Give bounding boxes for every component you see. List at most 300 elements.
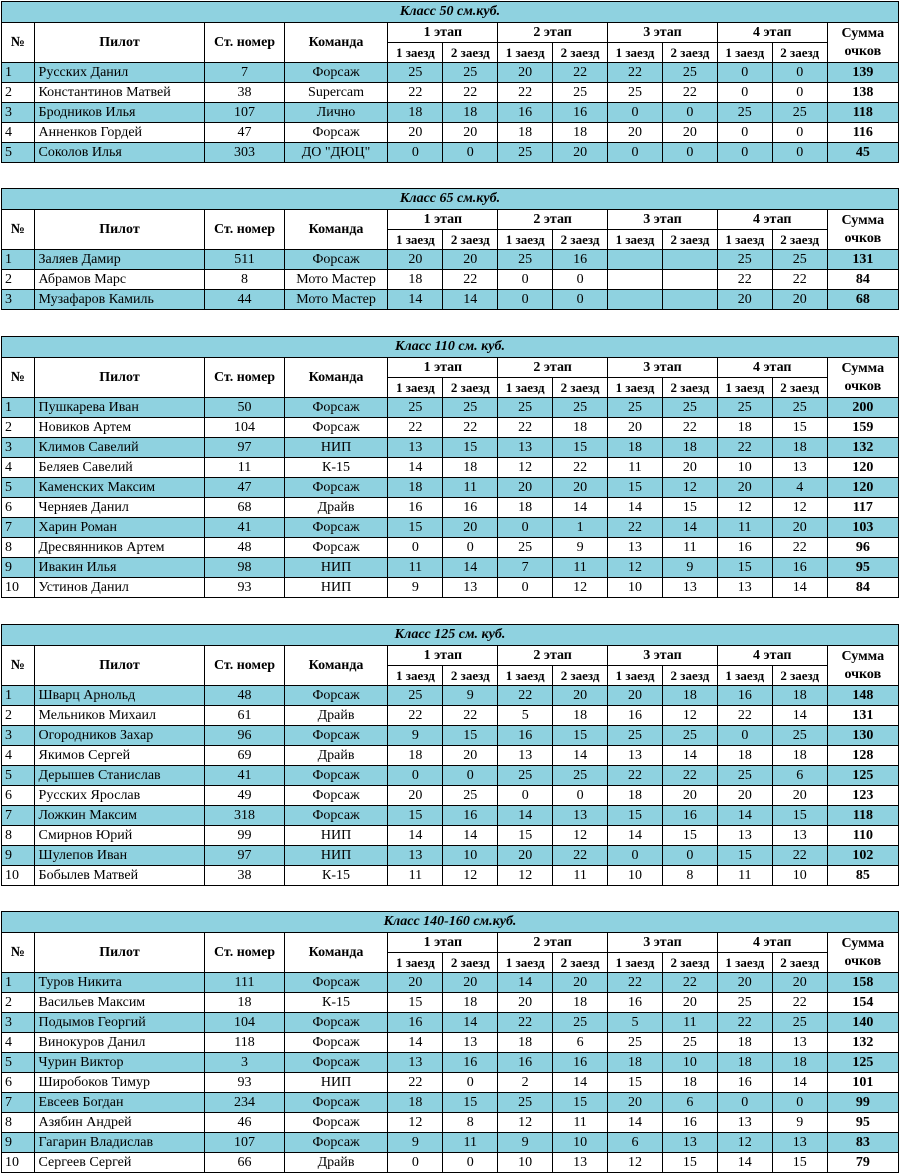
score-cell: 18 — [388, 103, 443, 123]
team-cell: Форсаж — [284, 398, 388, 418]
score-cell: 16 — [388, 498, 443, 518]
score-cell: 11 — [388, 558, 443, 578]
class-title-row — [2, 625, 899, 646]
score-cell: 22 — [608, 518, 663, 538]
score-cell: 13 — [608, 746, 663, 766]
results-table — [1, 624, 899, 886]
score-cell: 0 — [498, 270, 553, 290]
start-number-cell: 48 — [205, 686, 284, 706]
score-cell: 14 — [388, 1033, 443, 1053]
place-cell: 6 — [2, 786, 35, 806]
score-cell: 14 — [498, 806, 553, 826]
pilot-cell: Чурин Виктор — [34, 1053, 205, 1073]
score-cell: 6 — [662, 1093, 717, 1113]
header-stage: 4 этап — [717, 933, 827, 953]
score-cell: 9 — [388, 726, 443, 746]
score-cell: 18 — [498, 1033, 553, 1053]
pilot-cell: Огородников Захар — [34, 726, 205, 746]
place-cell: 8 — [2, 538, 35, 558]
class-title: Класс 110 см. куб. — [2, 337, 899, 358]
score-cell: 20 — [608, 1093, 663, 1113]
header-stage: 2 этап — [498, 210, 608, 230]
score-cell: 22 — [608, 766, 663, 786]
score-cell: 0 — [498, 578, 553, 598]
pilot-cell: Шулепов Иван — [34, 846, 205, 866]
start-number-cell: 46 — [205, 1113, 284, 1133]
header-heat: 2 заезд — [772, 378, 827, 398]
place-cell: 5 — [2, 478, 35, 498]
score-cell: 14 — [608, 826, 663, 846]
score-cell — [608, 270, 663, 290]
header-stage: 2 этап — [498, 23, 608, 43]
pilot-cell: Беляев Савелий — [34, 458, 205, 478]
score-cell: 0 — [553, 786, 608, 806]
start-number-cell: 7 — [205, 63, 284, 83]
score-cell: 20 — [443, 518, 498, 538]
place-cell: 7 — [2, 518, 35, 538]
score-cell: 12 — [608, 1153, 663, 1173]
results-table — [1, 1, 899, 163]
table-row — [2, 766, 899, 786]
table-row — [2, 686, 899, 706]
team-cell: ДО "ДЮЦ" — [284, 143, 388, 163]
score-cell: 20 — [717, 478, 772, 498]
header-heat: 2 заезд — [443, 953, 498, 973]
team-cell: Мото Мастер — [284, 270, 388, 290]
score-cell: 15 — [772, 1153, 827, 1173]
score-cell: 16 — [498, 103, 553, 123]
score-cell: 12 — [717, 498, 772, 518]
total-cell: 110 — [827, 826, 898, 846]
start-number-cell: 3 — [205, 1053, 284, 1073]
total-cell: 140 — [827, 1013, 898, 1033]
start-number-cell: 11 — [205, 458, 284, 478]
header-sum-line1: Сумма — [841, 360, 885, 376]
header-heat: 1 заезд — [717, 378, 772, 398]
score-cell: 0 — [717, 1093, 772, 1113]
start-number-cell: 48 — [205, 538, 284, 558]
header-heat: 1 заезд — [717, 43, 772, 63]
header-heat: 2 заезд — [772, 666, 827, 686]
score-cell: 13 — [717, 1113, 772, 1133]
score-cell: 20 — [608, 686, 663, 706]
place-cell: 3 — [2, 1013, 35, 1033]
total-cell: 128 — [827, 746, 898, 766]
header-heat: 1 заезд — [498, 378, 553, 398]
pilot-cell: Русских Данил — [34, 63, 205, 83]
header-pilot: Пилот — [34, 646, 205, 686]
score-cell: 15 — [553, 726, 608, 746]
score-cell: 11 — [443, 478, 498, 498]
score-cell: 7 — [498, 558, 553, 578]
team-cell: НИП — [284, 558, 388, 578]
start-number-cell: 66 — [205, 1153, 284, 1173]
pilot-cell: Смирнов Юрий — [34, 826, 205, 846]
team-cell: Форсаж — [284, 478, 388, 498]
header-heat: 2 заезд — [662, 43, 717, 63]
table-row — [2, 866, 899, 886]
table-row — [2, 398, 899, 418]
score-cell: 15 — [388, 518, 443, 538]
score-cell: 12 — [388, 1113, 443, 1133]
score-cell: 0 — [388, 143, 443, 163]
header-heat: 1 заезд — [498, 43, 553, 63]
score-cell: 18 — [772, 438, 827, 458]
class-table-block — [1, 336, 899, 598]
score-cell: 1 — [553, 518, 608, 538]
pilot-cell: Соколов Илья — [34, 143, 205, 163]
score-cell: 18 — [772, 686, 827, 706]
score-cell: 14 — [443, 1013, 498, 1033]
place-cell: 9 — [2, 558, 35, 578]
header-start-number: Ст. номер — [205, 210, 284, 250]
team-cell: К-15 — [284, 866, 388, 886]
score-cell: 20 — [553, 973, 608, 993]
score-cell: 11 — [443, 1133, 498, 1153]
score-cell: 22 — [662, 973, 717, 993]
score-cell: 9 — [443, 686, 498, 706]
score-cell: 11 — [662, 1013, 717, 1033]
score-cell: 22 — [388, 1073, 443, 1093]
score-cell: 13 — [498, 746, 553, 766]
table-row — [2, 250, 899, 270]
team-cell: Форсаж — [284, 518, 388, 538]
place-cell: 3 — [2, 438, 35, 458]
start-number-cell: 38 — [205, 83, 284, 103]
score-cell: 6 — [553, 1033, 608, 1053]
score-cell: 13 — [772, 1133, 827, 1153]
table-row — [2, 746, 899, 766]
score-cell — [662, 270, 717, 290]
header-heat: 2 заезд — [553, 230, 608, 250]
score-cell: 22 — [443, 418, 498, 438]
pilot-cell: Сергеев Сергей — [34, 1153, 205, 1173]
score-cell: 25 — [717, 250, 772, 270]
score-cell: 9 — [772, 1113, 827, 1133]
header-sum — [827, 23, 898, 63]
score-cell: 10 — [772, 866, 827, 886]
header-num: № — [2, 358, 35, 398]
table-row — [2, 826, 899, 846]
header-num: № — [2, 210, 35, 250]
score-cell: 25 — [553, 766, 608, 786]
score-cell: 9 — [498, 1133, 553, 1153]
score-cell: 16 — [443, 498, 498, 518]
score-cell: 0 — [717, 726, 772, 746]
score-cell: 15 — [443, 726, 498, 746]
score-cell: 25 — [608, 398, 663, 418]
total-cell: 102 — [827, 846, 898, 866]
score-cell: 16 — [388, 1013, 443, 1033]
start-number-cell: 61 — [205, 706, 284, 726]
header-stage: 1 этап — [388, 210, 498, 230]
score-cell: 16 — [608, 993, 663, 1013]
score-cell: 16 — [553, 1053, 608, 1073]
score-cell: 18 — [443, 993, 498, 1013]
header-heat: 1 заезд — [498, 953, 553, 973]
total-cell: 95 — [827, 1113, 898, 1133]
header-sum-line2: очков — [844, 378, 882, 394]
score-cell: 22 — [388, 83, 443, 103]
place-cell: 8 — [2, 1113, 35, 1133]
pilot-cell: Дерышев Станислав — [34, 766, 205, 786]
score-cell: 25 — [772, 103, 827, 123]
score-cell: 16 — [443, 1053, 498, 1073]
pilot-cell: Ложкин Максим — [34, 806, 205, 826]
start-number-cell: 98 — [205, 558, 284, 578]
score-cell: 22 — [553, 846, 608, 866]
start-number-cell: 47 — [205, 123, 284, 143]
score-cell: 0 — [443, 1073, 498, 1093]
class-title-row — [2, 2, 899, 23]
score-cell: 14 — [388, 826, 443, 846]
header-heat: 1 заезд — [608, 378, 663, 398]
total-cell: 132 — [827, 438, 898, 458]
pilot-cell: Устинов Данил — [34, 578, 205, 598]
header-sum-line2: очков — [844, 43, 882, 59]
score-cell: 18 — [608, 786, 663, 806]
header-stage: 1 этап — [388, 646, 498, 666]
score-cell: 15 — [498, 826, 553, 846]
score-cell: 10 — [443, 846, 498, 866]
score-cell: 13 — [662, 578, 717, 598]
score-cell: 22 — [443, 270, 498, 290]
score-cell: 16 — [553, 103, 608, 123]
score-cell: 25 — [388, 398, 443, 418]
score-cell: 12 — [662, 706, 717, 726]
score-cell: 13 — [388, 846, 443, 866]
score-cell: 20 — [553, 478, 608, 498]
header-stage: 4 этап — [717, 646, 827, 666]
header-stage: 2 этап — [498, 933, 608, 953]
score-cell: 22 — [608, 63, 663, 83]
header-stage: 3 этап — [608, 646, 718, 666]
table-row — [2, 806, 899, 826]
header-heat: 2 заезд — [553, 666, 608, 686]
pilot-cell: Заляев Дамир — [34, 250, 205, 270]
score-cell: 13 — [772, 826, 827, 846]
table-row — [2, 290, 899, 310]
header-row — [2, 358, 899, 378]
total-cell: 158 — [827, 973, 898, 993]
pilot-cell: Абрамов Марс — [34, 270, 205, 290]
place-cell: 1 — [2, 63, 35, 83]
start-number-cell: 50 — [205, 398, 284, 418]
team-cell: Мото Мастер — [284, 290, 388, 310]
total-cell: 84 — [827, 270, 898, 290]
place-cell: 4 — [2, 1033, 35, 1053]
score-cell: 20 — [772, 518, 827, 538]
score-cell — [662, 250, 717, 270]
score-cell: 10 — [608, 866, 663, 886]
score-cell: 18 — [388, 1093, 443, 1113]
header-heat: 1 заезд — [608, 666, 663, 686]
total-cell: 125 — [827, 766, 898, 786]
score-cell: 25 — [608, 1033, 663, 1053]
table-row — [2, 578, 899, 598]
score-cell: 0 — [498, 290, 553, 310]
team-cell: Форсаж — [284, 63, 388, 83]
header-stage: 4 этап — [717, 358, 827, 378]
start-number-cell: 318 — [205, 806, 284, 826]
pilot-cell: Ивакин Илья — [34, 558, 205, 578]
score-cell: 20 — [443, 746, 498, 766]
header-stage: 4 этап — [717, 23, 827, 43]
start-number-cell: 97 — [205, 438, 284, 458]
score-cell: 22 — [772, 538, 827, 558]
score-cell: 20 — [772, 290, 827, 310]
score-cell: 25 — [717, 103, 772, 123]
place-cell: 4 — [2, 123, 35, 143]
score-cell: 16 — [717, 538, 772, 558]
header-sum — [827, 646, 898, 686]
score-cell — [662, 290, 717, 310]
score-cell: 15 — [717, 846, 772, 866]
score-cell: 14 — [662, 746, 717, 766]
team-cell: НИП — [284, 438, 388, 458]
header-heat: 2 заезд — [443, 378, 498, 398]
team-cell: Форсаж — [284, 786, 388, 806]
results-table — [1, 336, 899, 598]
table-row — [2, 1033, 899, 1053]
score-cell: 12 — [498, 866, 553, 886]
header-heat: 2 заезд — [553, 43, 608, 63]
score-cell: 10 — [608, 578, 663, 598]
header-start-number: Ст. номер — [205, 933, 284, 973]
header-heat: 2 заезд — [553, 953, 608, 973]
header-heat: 1 заезд — [608, 230, 663, 250]
pilot-cell: Новиков Артем — [34, 418, 205, 438]
table-row — [2, 1013, 899, 1033]
score-cell: 15 — [608, 1073, 663, 1093]
class-title: Класс 50 см.куб. — [2, 2, 899, 23]
header-heat: 1 заезд — [717, 666, 772, 686]
table-row — [2, 973, 899, 993]
place-cell: 2 — [2, 706, 35, 726]
place-cell: 6 — [2, 498, 35, 518]
score-cell: 13 — [443, 578, 498, 598]
score-cell: 13 — [662, 1133, 717, 1153]
score-cell: 25 — [443, 398, 498, 418]
results-table — [1, 911, 899, 1173]
start-number-cell: 511 — [205, 250, 284, 270]
start-number-cell: 41 — [205, 766, 284, 786]
table-row — [2, 706, 899, 726]
score-cell: 0 — [443, 538, 498, 558]
header-stage: 1 этап — [388, 23, 498, 43]
header-pilot: Пилот — [34, 933, 205, 973]
score-cell: 20 — [388, 973, 443, 993]
total-cell: 159 — [827, 418, 898, 438]
score-cell: 16 — [553, 250, 608, 270]
team-cell: Форсаж — [284, 766, 388, 786]
score-cell: 20 — [717, 786, 772, 806]
score-cell: 16 — [498, 1053, 553, 1073]
score-cell: 11 — [553, 1113, 608, 1133]
score-cell: 20 — [443, 123, 498, 143]
start-number-cell: 8 — [205, 270, 284, 290]
score-cell: 20 — [553, 143, 608, 163]
start-number-cell: 303 — [205, 143, 284, 163]
header-sum-line2: очков — [844, 666, 882, 682]
score-cell: 10 — [553, 1133, 608, 1153]
header-stage: 3 этап — [608, 23, 718, 43]
score-cell: 0 — [772, 123, 827, 143]
total-cell: 68 — [827, 290, 898, 310]
pilot-cell: Широбоков Тимур — [34, 1073, 205, 1093]
score-cell: 18 — [443, 458, 498, 478]
score-cell: 4 — [772, 478, 827, 498]
header-stage: 3 этап — [608, 358, 718, 378]
score-cell: 18 — [662, 686, 717, 706]
table-row — [2, 418, 899, 438]
table-row — [2, 83, 899, 103]
place-cell: 3 — [2, 726, 35, 746]
header-row — [2, 23, 899, 43]
score-cell: 11 — [717, 866, 772, 886]
score-cell: 20 — [388, 250, 443, 270]
team-cell: К-15 — [284, 993, 388, 1013]
place-cell: 6 — [2, 1073, 35, 1093]
header-heat: 1 заезд — [717, 230, 772, 250]
pilot-cell: Мельников Михаил — [34, 706, 205, 726]
header-row — [2, 210, 899, 230]
total-cell: 125 — [827, 1053, 898, 1073]
score-cell: 22 — [388, 706, 443, 726]
score-cell: 25 — [662, 726, 717, 746]
header-sum-line1: Сумма — [841, 25, 885, 41]
score-cell: 22 — [498, 418, 553, 438]
start-number-cell: 18 — [205, 993, 284, 1013]
class-title: Класс 65 см.куб. — [2, 189, 899, 210]
score-cell: 12 — [717, 1133, 772, 1153]
score-cell: 0 — [608, 103, 663, 123]
score-cell: 16 — [608, 706, 663, 726]
team-cell: Лично — [284, 103, 388, 123]
table-row — [2, 1093, 899, 1113]
pilot-cell: Якимов Сергей — [34, 746, 205, 766]
score-cell: 9 — [662, 558, 717, 578]
total-cell: 131 — [827, 706, 898, 726]
start-number-cell: 107 — [205, 103, 284, 123]
place-cell: 1 — [2, 686, 35, 706]
score-cell: 15 — [662, 826, 717, 846]
score-cell: 13 — [717, 578, 772, 598]
score-cell: 14 — [772, 578, 827, 598]
score-cell: 20 — [498, 478, 553, 498]
pilot-cell: Шварц Арнольд — [34, 686, 205, 706]
score-cell: 20 — [662, 458, 717, 478]
score-cell: 22 — [443, 83, 498, 103]
score-cell: 12 — [772, 498, 827, 518]
class-table-block — [1, 624, 899, 886]
score-cell: 16 — [443, 806, 498, 826]
score-cell — [608, 250, 663, 270]
score-cell: 9 — [388, 1133, 443, 1153]
total-cell: 103 — [827, 518, 898, 538]
score-cell: 12 — [553, 578, 608, 598]
total-cell: 123 — [827, 786, 898, 806]
score-cell: 15 — [662, 498, 717, 518]
start-number-cell: 68 — [205, 498, 284, 518]
pilot-cell: Азябин Андрей — [34, 1113, 205, 1133]
total-cell: 131 — [827, 250, 898, 270]
pilot-cell: Русских Ярослав — [34, 786, 205, 806]
score-cell: 18 — [443, 103, 498, 123]
score-cell: 11 — [608, 458, 663, 478]
score-cell: 15 — [608, 806, 663, 826]
score-cell: 25 — [498, 766, 553, 786]
